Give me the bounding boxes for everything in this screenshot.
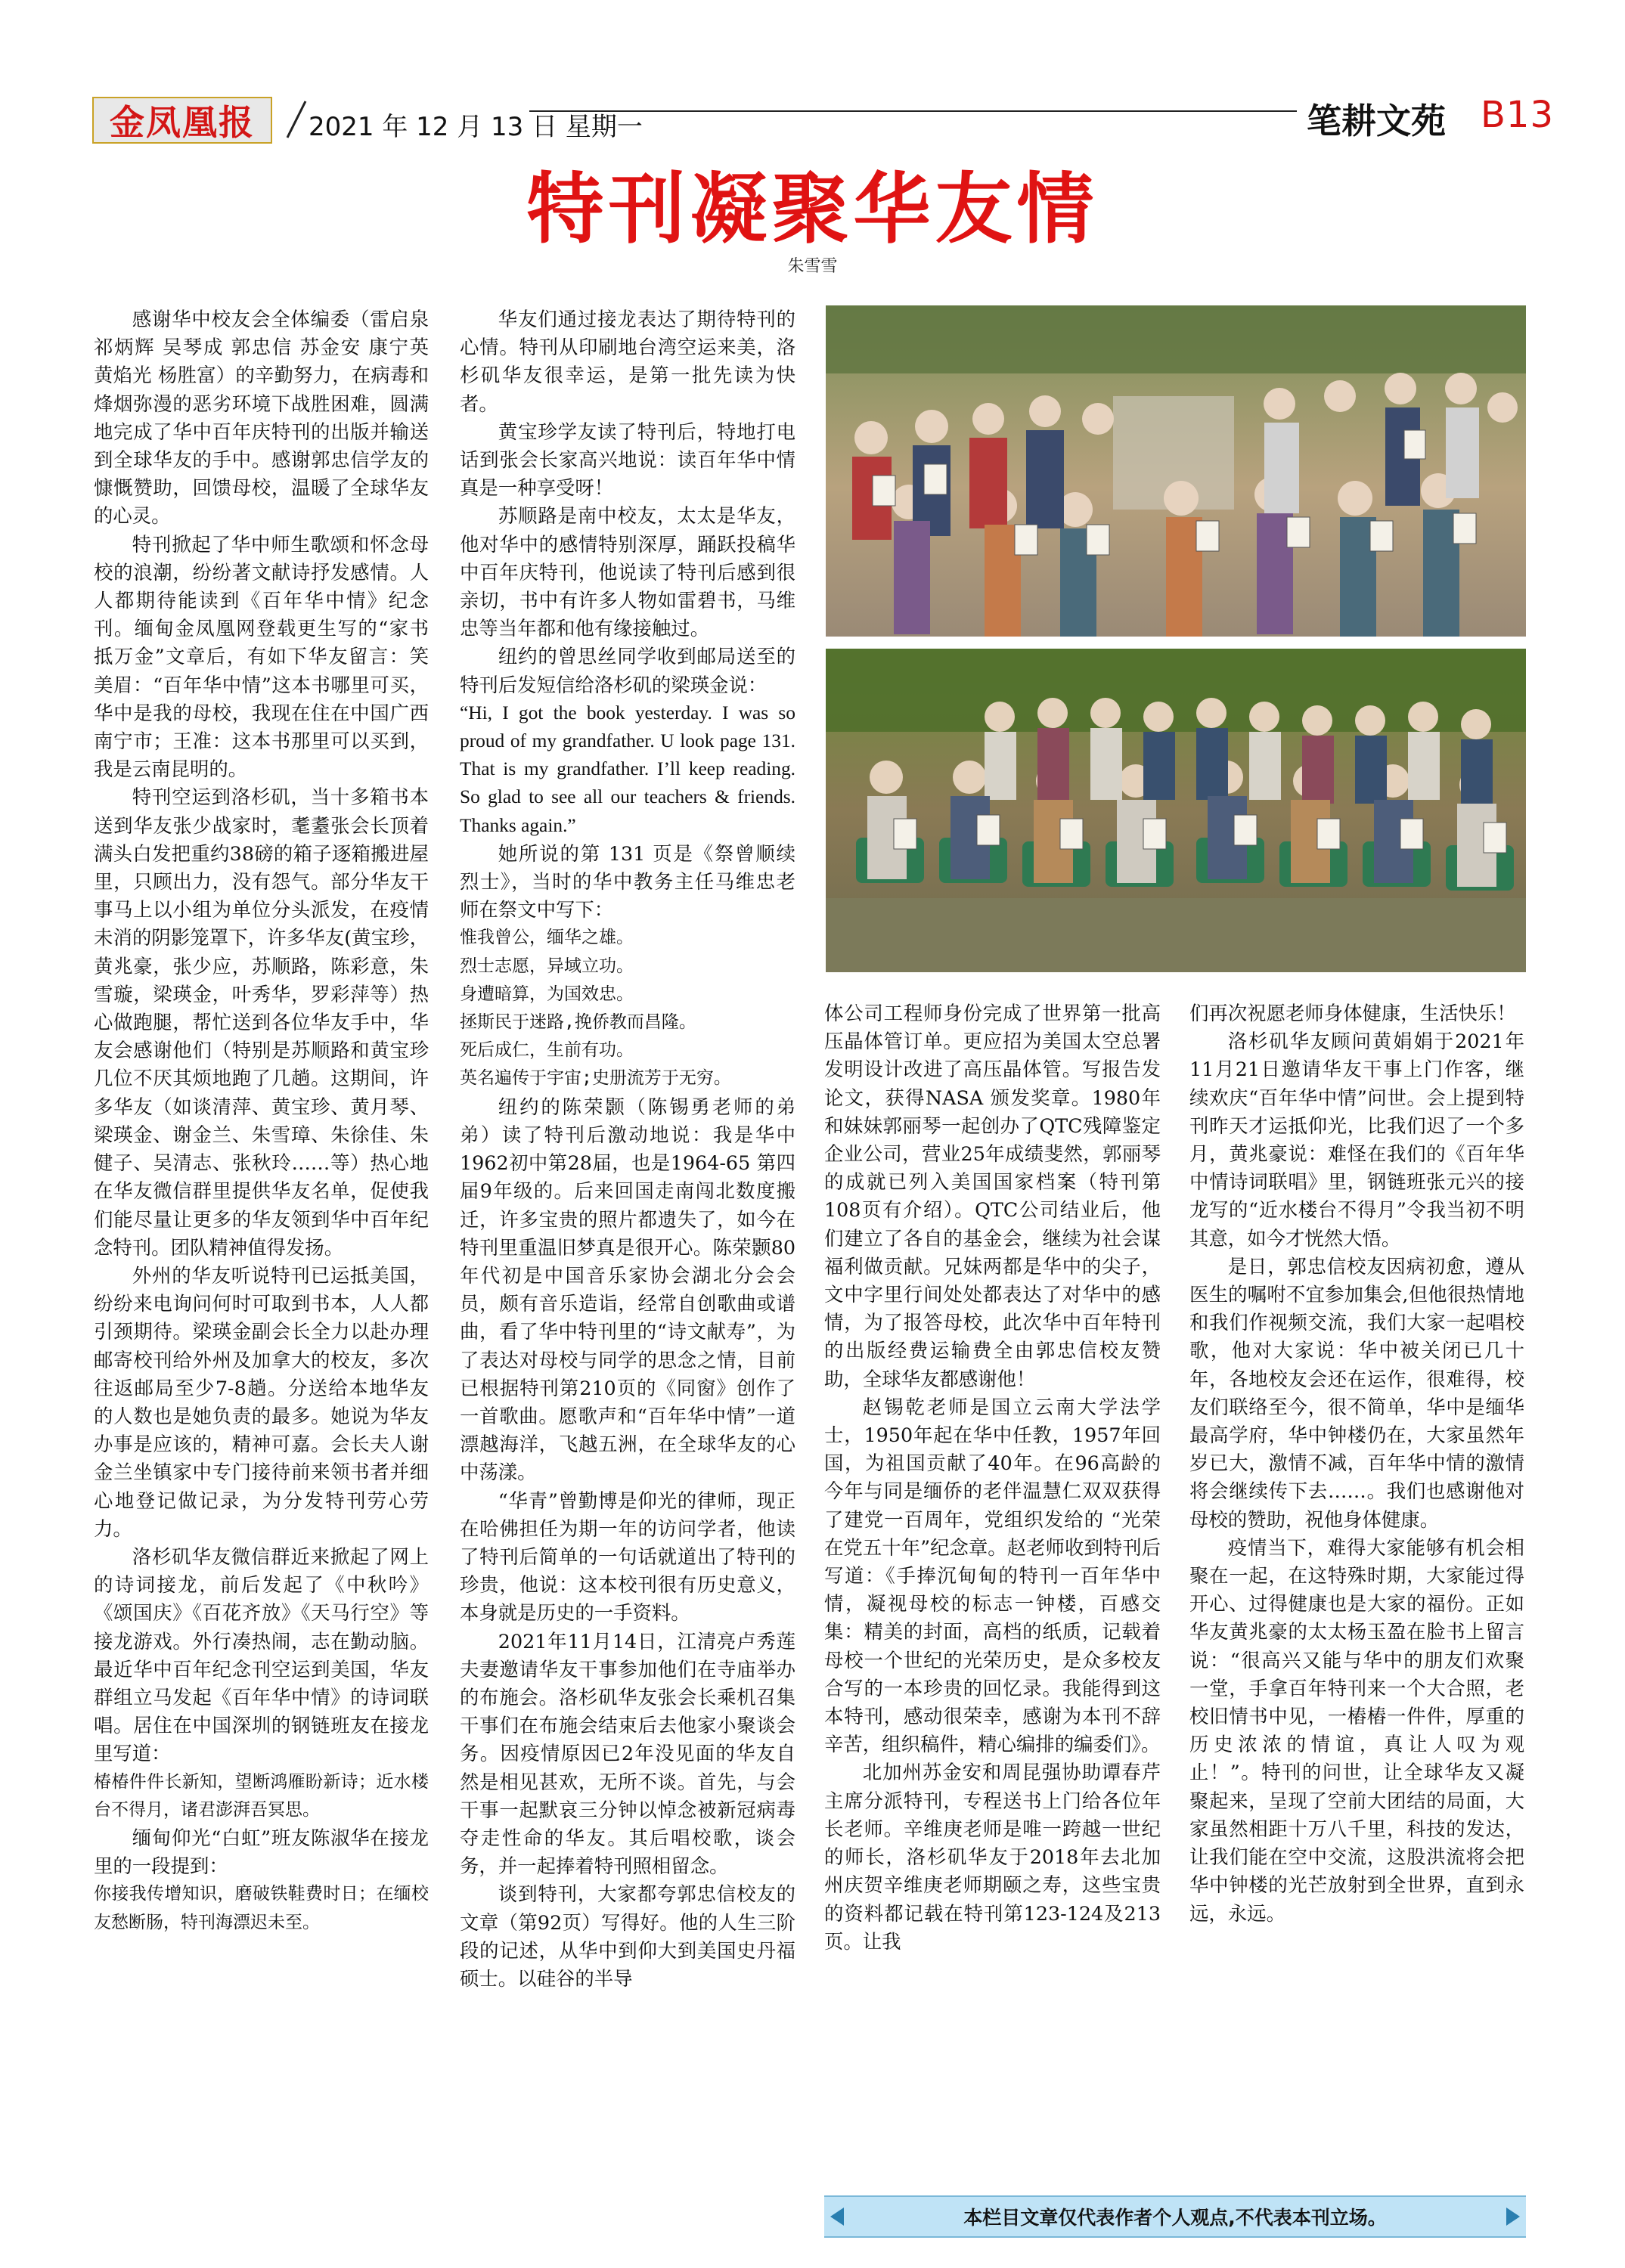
article-column-4 <box>1189 999 1524 1928</box>
paragraph: 外州的华友听说特刊已运抵美国，纷纷来电询问何时可取到书本，人人都引颈期待。梁瑛金副会长全力以赴办理邮寄校刊给外州及加拿大的校友，多次往返邮局至少7-8趟。分送给本地华友的人数也是她负责的最多。她说为华友办事是应该的，精神可嘉。会长夫人谢金兰坐镇家中专门接待前来领书者并细心地登记做记录，为分发特刊劳心劳力。 <box>94 1263 429 1540</box>
paragraph: 纽约的陈荣颢（陈锡勇老师的弟弟）读了特刊后激动地说：我是华中1962初中第28届，也是1964-65 第四届9年级的。后来回国走南闯北数度搬迁，许多宝贵的照片都遗失了，如今在特刊里重温旧梦真是很开心。陈荣颢80年代初是中国音乐家协会湖北分会会员，颇有音乐造诣，经常自创歌曲或谱曲，看了华中特刊里的“诗文献寿”，为了表达对母校与同学的思念之情，目前已根据特刊第210页的《同窗》创作了一首歌曲。愿歌声和“百年华中情”一道漂越海洋，飞越五洲，在全球华友的心中荡漾。 <box>460 1095 795 1484</box>
paragraph: 洛杉矶华友顾问黄娟娟于2021年11月21日邀请华友干事上门作客，继续欢庆“百年华中情”问世。会上提到特刊昨天才运抵仰光，比我们迟了一个多月，黄兆豪说：难怪在我们的《百年华中情诗词联唱》里，钢链班张元兴的接龙写的“近水楼台不得月”令我当初不明其意，如今才恍然大悟。 <box>1189 1030 1524 1250</box>
paragraph: 疫情当下，难得大家能够有机会相聚在一起，在这特殊时期，大家能过得开心、过得健康也是大家的福份。正如华友黄兆豪的太太杨玉盈在脸书上留言说：“很高兴又能与华中的朋友们欢聚一堂，手拿百年特刊来一个大合照，老校旧情书中见，一樁樁一件件，厚重的历史浓浓的情谊，真让人叹为观止！”。特刊的问世，让全球华友又凝聚起来，呈现了空前大团结的局面，大家虽然相距十万八千里，科技的发达，让我们能在空中交流，这股洪流将会把华中钟楼的光芒放射到全世界，直到永远，永远。 <box>1189 1535 1524 1925</box>
paragraph: 赵锡乾老师是国立云南大学法学士，1950年起在华中任教，1957年回国，为祖国贡献了40年。在96高龄的今年与同是缅侨的老伴温慧仁双双获得了建党一百周年，党组织发给的 “光荣在党五十年”纪念章。赵老师收到特刊后写道：《手捧沉甸甸的特刊一百年华中情，凝视母校的标志一钟楼，百感交集：精美的封面，高档的纸质，记载着母校一个世纪的光荣历史，是众多校友合写的一本珍贵的回忆录。我能得到这本特刊，感动很荣幸，感谢为本刊不辞辛苦，组织稿件，精心编排的编委们》。 <box>824 1395 1161 1756</box>
poem-lines: 椿椿件件长新知，望断鸿雁盼新诗；近水楼台不得月，诸君澎湃吾冥思。 <box>94 1771 429 1820</box>
eulogy-line: 身遭暗算，为国效忠。 <box>460 984 634 1004</box>
paragraph: 特刊掀起了华中师生歌颂和怀念母校的浪潮，纷纷著文献诗抒发感情。人人都期待能读到《百年华中情》纪念刊。缅甸金凤凰网登载更生写的“家书抵万金”文章后，有如下华友留言：笑美眉：“百年华中情”这本书哪里可买，华中是我的母校，我现在住在中国广西南宁市；王准：这本书那里可以买到，我是云南昆明的。 <box>94 532 429 781</box>
arrow-left-icon <box>830 2208 844 2226</box>
article-author: 朱雪雪 <box>787 257 838 276</box>
paragraph: 们再次祝愿老师身体健康，生活快乐！ <box>1189 1002 1516 1024</box>
issue-date: 2021 年 12 月 13 日 星期一 <box>309 112 643 142</box>
divider-slash-icon <box>281 97 312 142</box>
group-photo-standing <box>826 305 1526 637</box>
paragraph: 特刊空运到洛杉矶，当十多箱书本送到华友张少战家时，耄耋张会长顶着满头白发把重约38磅的箱子逐箱搬进屋里，只顾出力，没有怨气。部分华友干事马上以小组为单位分头派发，在疫情未消的阴影笼罩下，许多华友(黄宝珍，黄兆豪，张少应，苏顺路，陈彩意，朱雪璇，梁瑛金，叶秀华，罗彩萍等）热心做跑腿，帮忙送到各位华友手中，华友会感谢他们（特别是苏顺路和黄宝珍几位不厌其烦地跑了几趟。这期间，许多华友（如谈清萍、黄宝珍、黄月琴、梁瑛金、谢金兰、朱雪璋、朱徐佳、朱健子、吴清志、张秋玲……等）热心地在华友微信群里提供华友名单，促使我们能尽量让更多的华友领到华中百年纪念特刊。团队精神值得发扬。 <box>94 785 429 1259</box>
header-rule <box>529 110 1297 112</box>
section-name: 笔耕文苑 <box>1307 101 1446 141</box>
disclaimer-banner <box>824 2195 1526 2238</box>
paragraph: “华青”曾勤博是仰光的律师，现正在哈佛担任为期一年的访问学者，他读了特刊后简单的一句话就道出了特刊的珍贵，他说：这本校刊很有历史意义，本身就是历史的一手资料。 <box>460 1489 795 1625</box>
eulogy-line: 惟我曾公，缅华之雄。 <box>460 928 634 948</box>
poem-lines: 你接我传增知识，磨破铁鞋费时日；在缅校友愁断肠，特刊海漂迟未至。 <box>94 1884 429 1932</box>
article-title: 特刊凝聚华友情 <box>526 165 1099 255</box>
newspaper-logo <box>92 97 272 144</box>
paragraph: 苏顺路是南中校友，太太是华友，他对华中的感情特别深厚，踊跃投稿华中百年庆特刊，他说读了特刊后感到很亲切，书中有许多人物如雷碧书，马维忠等当年都和他有缘接触过。 <box>460 504 795 640</box>
paragraph: 她所说的第 131 页是《祭曾顺续烈士》，当时的华中教务主任马维忠老师在祭文中写下： <box>460 841 795 922</box>
article-column-3 <box>824 999 1161 1956</box>
paragraph: 纽约的曾思丝同学收到邮局送至的特刊后发短信给洛杉矶的梁瑛金说： <box>460 645 795 696</box>
logo-text: 金凤凰报 <box>110 102 255 143</box>
article-column-2 <box>460 305 795 1993</box>
paragraph: 谈到特刊，大家都夸郭忠信校友的文章（第92页）写得好。他的人生三阶段的记述，从华中到仰大到美国史丹福硕士。以硅谷的半导 <box>460 1882 795 1990</box>
eulogy-line: 烈士志愿，异域立功。 <box>460 956 634 976</box>
disclaimer-text: 本栏目文章仅代表作者个人观点,不代表本刊立场。 <box>963 2207 1387 2229</box>
paragraph: 2021年11月14日，江清亮卢秀莲夫妻邀请华友干事参加他们在寺庙举办的布施会。洛杉矶华友张会长乘机召集干事们在布施会结束后去他家小聚谈会务。因疫情原因已2年没见面的华友自然是相见甚欢，无所不谈。首先，与会干事一起默哀三分钟以悼念被新冠病毒夺走性命的华友。其后唱校歌，谈会务，并一起捧着特刊照相留念。 <box>460 1629 795 1878</box>
paragraph: 洛杉矶华友微信群近来掀起了网上的诗词接龙，前后发起了《中秋吟》《颂国庆》《百花齐放》《天马行空》等接龙游戏。外行凑热闹，志在勤动脑。最近华中百年纪念刊空运到美国，华友群组立马发起《百年华中情》的诗词联唱。居住在中国深圳的钢链班友在接龙里写道： <box>94 1545 429 1765</box>
eulogy-line: 拯斯民于迷路,挽侨教而昌隆。 <box>460 1012 696 1033</box>
eulogy-line: 死后成仁，生前有功。 <box>460 1040 634 1061</box>
paragraph: 黄宝珍学友读了特刊后，特地打电话到张会长家高兴地说：读百年华中情真是一种享受呀！ <box>460 420 795 500</box>
eulogy-line: 英名遍传于宇宙;史册流芳于无穷。 <box>460 1068 731 1089</box>
english-quote: “Hi, I got the book yesterday. I was so proud of my grandfather. U look page 131. That is my grandfather. I’ll keep reading. So glad to see all our teachers & friends. Thanks again.” <box>460 702 795 836</box>
photo-image <box>826 649 1526 972</box>
paragraph: 体公司工程师身份完成了世界第一批高压晶体管订单。更应招为美国太空总署发明设计改进了高压晶体管。写报告发论文，获得NASA 颁发奖章。1980年和妹妹郭丽琴一起创办了QTC残障鉴定企业公司，营业25年成绩斐然，郭丽琴的成就已列入美国国家档案（特刊第108页有介绍）。QTC公司结业后，他们建立了各自的基金会，继续为社会谋福利做贡献。兄妹两都是华中的尖子，文中字里行间处处都表达了对华中的感情，为了报答母校，此次华中百年特刊的出版经费运输费全由郭忠信校友赞助，全球华友都感谢他！ <box>824 1002 1161 1390</box>
group-photo-seated <box>826 649 1526 972</box>
paragraph: 是日，郭忠信校友因病初愈，遵从医生的嘱咐不宜参加集会,但他很热情地和我们作视频交流，我们大家一起唱校歌，他对大家说：华中被关闭已几十年，各地校友会还在运作，很难得，校友们联络至今，很不简单，华中是缅华最高学府，华中钟楼仍在，大家虽然年岁已大，激情不减，百年华中情的激情将会继续传下去……。我们也感谢他对母校的赞助，祝他身体健康。 <box>1189 1254 1524 1531</box>
page-number: B13 <box>1481 94 1555 136</box>
photo-image <box>826 305 1526 637</box>
paragraph: 北加州苏金安和周昆强协助谭春芹主席分派特刊，专程送书上门给各位年长老师。辛维庚老师是唯一跨越一世纪的师长，洛杉矶华友于2018年去北加州庆贺辛维庚老师期颐之寿，这些宝贵的资料都记载在特刊第123-124及213页。让我 <box>824 1761 1161 1953</box>
paragraph: 感谢华中校友会全体编委（雷启泉 祁炳辉 吴琴成 郭忠信 苏金安 康宁英 黄焰光 杨胜富）的辛勤努力，在病毒和烽烟弥漫的恶劣环境下战胜困难，圆满地完成了华中百年庆特刊的出版并输送到全球华友的手中。感谢郭忠信学友的慷慨赞助，回馈母校，温暖了全球华友的心灵。 <box>94 308 429 528</box>
arrow-right-icon <box>1506 2208 1520 2226</box>
paragraph: 华友们通过接龙表达了期待特刊的心情。特刊从印刷地台湾空运来美，洛杉矶华友很幸运，是第一批先读为快者。 <box>460 308 795 415</box>
article-column-1 <box>94 305 429 1937</box>
paragraph: 缅甸仰光“白虹”班友陈淑华在接龙里的一段提到： <box>94 1826 429 1878</box>
